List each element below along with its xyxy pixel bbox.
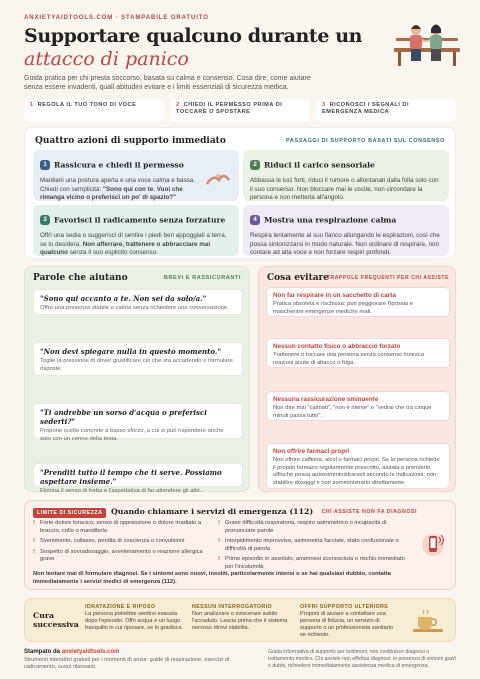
key-step: 1 REGOLA IL TUO TONO DI VOCE [24,99,164,121]
emergency-sign: ! Primo episodio in assoluto, anamnesi sconosciuta o rischio immediato per l'incolumità [218,556,408,571]
page-title-highlight: attacco di panico [24,48,189,70]
emergency-sign: ! Forte dolore toracico, senso di oppressione o dolore irradiato a braccio, collo o mandibola [33,520,213,535]
safety-limit-badge: LIMITE DI SICUREZZA [33,508,106,518]
key-step: 3 RICONOSCI I SEGNALI DI EMERGENZA MEDICA [316,99,456,121]
phrase-card: "Prenditi tutto il tempo che ti serve. Possiamo aspettare insieme." Elimina il senso di fretta e l'aspettativa di far attendere gli altri. [33,463,243,487]
avoid-section [258,266,456,492]
phrases-title: Parole che aiutano [33,273,128,283]
aftercare-col: IDRATAZIONE E RIPOSO La persona potrebbe sentirsi esausta dopo l'episodio. Offri acqua e un luogo tranquillo in cui riposare, se lo gradisce. [85,604,184,632]
phrase-card: "Non devi spiegare nulla in questo momento." Toglie la pressione di dover giustificare ciò che sta accadendo o formulare risposte. [33,342,243,376]
phrases-section [24,266,250,492]
action-card-3: 3 Favorisci il radicamento senza forzature Offri una sedia o suggerisci di sentire i piedi ben appoggiati a terra, se lo desidera. Non afferrare, trattenere o abbracciare mai qualcuno senza il suo esplicito consenso. [33,205,239,256]
avoid-card: Non far respirare in un sacchetto di carta Pratica obsoleta e rischiosa; può peggiorare l'ipossia e mascherare emergenze mediche reali. [266,287,450,317]
emergency-sign: ! Sospetto di sovradosaggio, avvelenamento o reazione allergica grave [33,549,213,564]
key-steps-bar [24,99,456,121]
avoid-title: Cosa evitare [267,273,330,283]
emergency-title: Quando chiamare i servizi di emergenza (112) [111,507,314,516]
avoid-tag: TRAPPOLE FREQUENTI PER CHI ASSISTE [326,275,449,281]
phrase-card: "Ti andrebbe un sorso d'acqua o preferisci sederti?" Propone scelte concrete a basso sforzo, a cui si può rispondere anche solo con un cenno della testa. [33,403,243,439]
aftercare-col: OFFRI SUPPORTO ULTERIORE Proponi di aiutare a contattare una persona di fiducia, un servizio di supporto o un professionista sanitario se richiesto. [300,604,393,639]
footer-left: Stampato da anxietyaidtools.com Strumenti interattivi gratuiti per i momenti di ansia: guide di respirazione, esercizi di radicamento, suoni rilassanti. [24,649,230,671]
page-title: Supportare qualcuno durante un [24,25,363,47]
actions-section [24,127,456,259]
aftercare-section [24,598,456,642]
bench-couple-illustration [392,20,462,70]
site-link[interactable]: anxietyaidtools.com [61,649,120,655]
actions-tag: PASSAGGI DI SUPPORTO BASATI SUL CONSENSO [286,138,445,144]
tea-cup-icon [411,607,445,635]
emergency-list-left [33,520,213,567]
aftercare-title: Cura successiva [33,611,79,630]
aftercare-col: NESSUN INTERROGATORIO Non analizzare o sviscerare subito l'accaduto. Lascia prima che il sistema nervoso ritrovi stabilità. [192,604,288,632]
emergency-note: Non tentare mai di formulare diagnosi. Se i sintomi sono nuovi, insoliti, particolarmente intensi o se hai qualsiasi dubbio, contatta immediatamente i servizi medici di emergenza (112). [33,571,391,585]
emergency-section [24,500,456,590]
avoid-card: Non offrire farmaci propri Non offrire caffeina, alcol o farmaci propri. Se la persona richiede il proprio farmaco regolarmente prescritto, aiutala a prenderlo affinché possa autosomministrarseli secondo le indicazioni; non stabilire dosaggi e non somministrarlo direttamente. [266,443,450,489]
avoid-card: Nessun contatto fisico o abbraccio forzato Trattenere o toccare una persona senza consenso innesca reazioni acute di attacco o fuga. [266,338,450,368]
action-card-4: 4 Mostra una respirazione calma Respira lentamente al suo fianco allungando le espirazioni, così che possa sintonizzarsi in modo naturale. Non ordinare di respirare, non contare ad alta voce e non forzare respiri profondi. [243,205,449,256]
phone-call-icon [421,531,445,559]
emergency-sign: ! Intorpidimento improvviso, asimmetria facciale, stato confusionale o difficoltà di parola [218,538,408,553]
action-card-1: 1 Rassicura e chiedi il permesso Mantieni una postura aperta e una voce calma e bassa. Chiedi con semplicità: "Sono qui con te. Vuoi che rimanga vicino o preferisci un po' di spazio?" [33,150,239,201]
intro-text: Guida pratica per chi presta soccorso, basata su calma e consenso. Cosa dire, come aiutare senza essere invadenti, quali abitudini evitare e i limiti essenziali di sicurezza medica. [24,75,311,92]
actions-title: Quattro azioni di supporto immediato [35,136,226,146]
avoid-card: Nessuna rassicurazione sminuente Non dire mai "calmati", "non è niente" o "vedrai che tra cinque minuti passa tutto". [266,391,450,421]
emergency-sign: ! Svenimento, collasso, perdita di coscienza o convulsioni [33,538,213,546]
brand-label: ANXIETYAIDTOOLS.COM · STAMPABILE GRATUITO [24,15,209,21]
emergency-tag: CHI ASSISTE NON FA DIAGNOSI [321,509,417,515]
phrases-tag: BREVI E RASSICURANTI [163,275,241,281]
hands-icon [205,170,231,190]
action-card-2: 2 Riduci il carico sensoriale Abbassa le luci forti, riduci il rumore o allontanati dalla folla solo con il suo consenso. Non bloccare mai le uscite, non circondare la persona e non metterla all'angolo. [243,150,449,201]
emergency-sign: ! Grave difficoltà respiratoria, respiro asimmetrico o incapacità di pronunciare parole [218,520,408,535]
footer-disclaimer: Guida informativa di supporto per testimoni, non costituisce diagnosi o trattamento medico. Chi assiste non effettua diagnosi: in presenza di sintomi gravi o dubbi, richiedere immediatamente assistenza medica di emergenza. [268,649,456,669]
emergency-list-right [218,520,408,574]
key-step: 2 CHIEDI IL PERMESSO PRIMA DI TOCCARE O SPOSTARE [170,99,310,121]
phrase-card: "Sono qui accanto a te. Non sei da solo/a." Offre una presenza stabile e calma senza richiedere una conversazione. [33,289,243,315]
